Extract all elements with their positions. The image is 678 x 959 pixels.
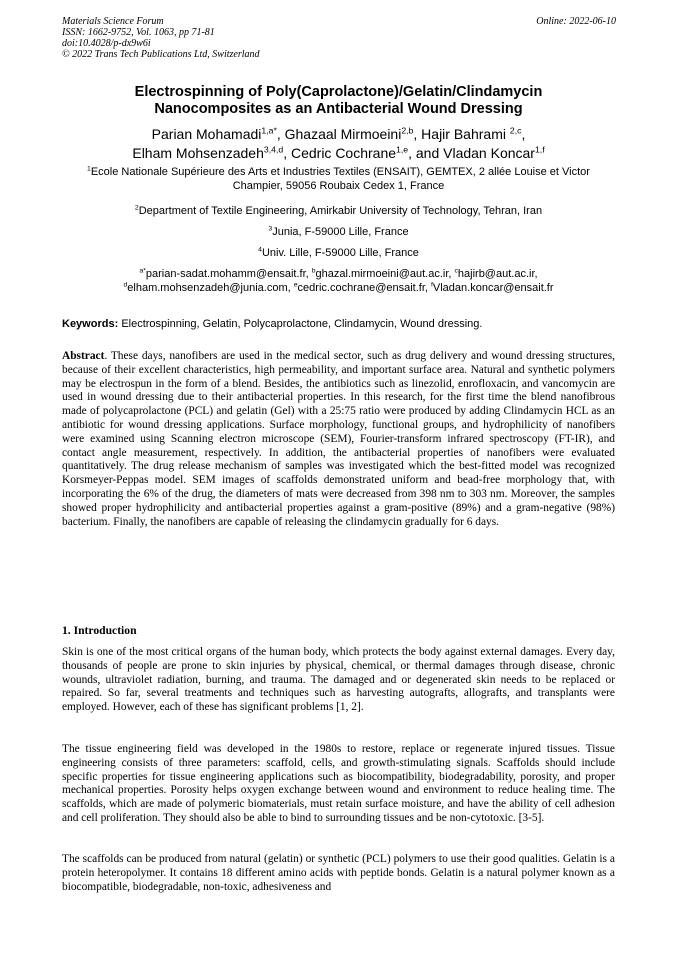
- affiliation: $^2$Department of Textile Engineering, Amirkabir University of Technology, Tehran, Iran: [134, 204, 543, 217]
- email-list: $^{a*}$parian-sadat.mohamm@ensait.fr, $^b$ghazal.mirmoeini@aut.ac.ir, $^c$hajirb@aut.ac.ir, $^d$elham.mohsenzadeh@junia.com, $^e$cedric.cochrane@ensait.fr, $^f$Vladan.koncar@ensait.fr: [123, 267, 554, 294]
- issn-line: ISSN: 1662-9752, Vol. 1063, pp 71-81: [62, 27, 215, 38]
- body-paragraph: The tissue engineering field was developed in the 1980s to restore, replace or regenerate injured tissues. Tissue engineering consists of three parameters: scaffold, cells, and growth-stimulating signals. Scaffolds should include specific properties for tissue engineering applications such as biocompatibility, biodegradability, porosity, and proper mechanical properties. Porosity helps oxygen exchange between wound and environment to reduce healing time. The scaffolds, which are made of polymeric biomaterials, must retain surface moisture, and have the ability of cell adhesion and cell proliferation. They should also be able to bind to surrounding tissues and be non-cytotoxic. [3-5].: [62, 743, 615, 824]
- copyright-line: © 2022 Trans Tech Publications Ltd, Switzerland: [62, 49, 260, 60]
- affiliation: $^1$Ecole Nationale Supérieure des Arts et Industries Textiles (ENSAIT), GEMTEX, 2 allée Louise et Victor Champier, 59056 Roubaix Cedex 1, France: [87, 165, 590, 192]
- affiliation: $^4$Univ. Lille, F-59000 Lille, France: [258, 246, 419, 259]
- author-list: [62, 125, 615, 163]
- title-line-1: Electrospinning of Poly(Caprolactone)/Gelatin/Clindamycin: [134, 84, 543, 100]
- abstract-text: . These days, nanofibers are used in the medical sector, such as drug delivery and wound dressing structures, because of their excellent characteristics, high permeability, and important surface area. Natural and synthetic polymers may be electrospun in the form of a blend. Besides, the antibiotics such as linezolid, enrofloxacin, and vancomycin are used in wound dressing due to their antibacterial properties. In this research, for the first time the blend nanofibrous made of polycaprolactone (PCL) and gelatin (Gel) with a 25:75 ratio were produced by adding Clindamycin HCL as an antibiotic for wound dressing applications. Surface morphology, functional groups, and hydrophilicity of nanofibers were examined using Scanning electron microscope (SEM), Fourier-transform infrared spectroscopy (FT-IR), and contact angle measurement, respectively. In addition, the antibacterial properties of nanofibers were evaluated quantitatively. The drug release mechanism of samples was investigated which the best-fitted model was recognized Korsmeyer-Peppas model. SEM images of scaffolds demonstrated uniform and bead-free morphology that, with incorporating the 6% of the drug, the diameters of mats were decreased from 398 nm to 303 nm. Moreover, the samples showed proper hydrophilicity and antibacterial properties against a gram-positive (89%) and a gram-negative (98%) bacterium. Finally, the nanofibers are capable of releasing the clindamycin gradually for 6 days.: [62, 350, 615, 528]
- paper-title: [62, 84, 615, 118]
- keywords-label: Keywords:: [62, 318, 119, 330]
- affiliation: $^3$Junia, F-59000 Lille, France: [268, 225, 409, 238]
- author: Ghazaal Mirmoeini$^{2,b}$,: [284, 125, 422, 142]
- author: Elham Mohsenzadeh$^{3,4,d}$,: [132, 144, 291, 161]
- section-heading: 1. Introduction: [62, 624, 137, 637]
- abstract: [62, 350, 615, 529]
- keywords-text: Electrospinning, Gelatin, Polycaprolactone, Clindamycin, Wound dressing.: [121, 318, 483, 330]
- body-paragraph: The scaffolds can be produced from natural (gelatin) or synthetic (PCL) polymers to use their good qualities. Gelatin is a protein heteropolymer. It contains 18 different amino acids with peptide bonds. Gelatin is a natural polymer known as a biocompatible, biodegradable, non-toxic, adhesiveness and: [62, 853, 615, 893]
- author: Cedric Cochrane$^{1,e}$, and: [290, 144, 444, 161]
- doi-line: doi:10.4028/p-dx9w6i: [62, 38, 151, 49]
- author: Vladan Koncar$^{1,f}$: [443, 144, 545, 161]
- author: Hajir Bahrami $^{2,c}$,: [421, 125, 526, 142]
- online-date: Online: 2022-06-10: [536, 16, 616, 27]
- abstract-label: Abstract: [62, 350, 105, 362]
- author: Parian Mohamadi$^{1,a*}$,: [151, 125, 285, 142]
- journal-name: Materials Science Forum: [62, 16, 164, 27]
- journal-header: [62, 16, 260, 60]
- title-line-2: Nanocomposites as an Antibacterial Wound Dressing: [154, 101, 523, 117]
- keywords: [62, 318, 615, 331]
- body-paragraph: Skin is one of the most critical organs of the human body, which protects the body against external damages. Every day, thousands of people are prone to skin injuries by physical, chemical, or thermal damages through disease, chronic wounds, ultraviolet radiation, burning, and trauma. The damaged and or degenerated skin needs to be replaced or repaired. So far, several treatments and techniques such as harvesting autografts, allografts, and transplants were employed. However, each of these has significant problems [1, 2].: [62, 646, 615, 714]
